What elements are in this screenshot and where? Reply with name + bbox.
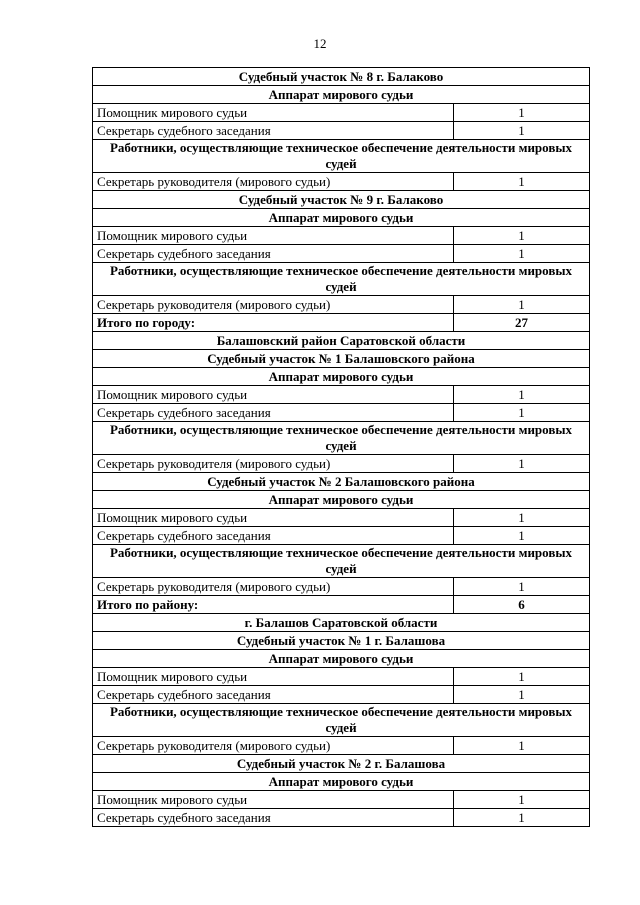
total-value: 6	[454, 596, 590, 614]
section-header-row	[93, 68, 590, 86]
section-header: Балашовский район Саратовской области	[93, 332, 590, 350]
section-header-row	[93, 473, 590, 491]
position-name: Секретарь руководителя (мирового судьи)	[93, 455, 454, 473]
section-header: Аппарат мирового судьи	[93, 209, 590, 227]
position-count: 1	[454, 668, 590, 686]
position-name: Секретарь судебного заседания	[93, 245, 454, 263]
total-row	[93, 596, 590, 614]
position-count: 1	[454, 527, 590, 545]
table-row	[93, 245, 590, 263]
position-count: 1	[454, 386, 590, 404]
position-name: Помощник мирового судьи	[93, 791, 454, 809]
position-count: 1	[454, 737, 590, 755]
section-header: Аппарат мирового судьи	[93, 491, 590, 509]
section-header: Работники, осуществляющие техническое обеспечение деятельности мировых судей	[93, 422, 590, 455]
table-row	[93, 686, 590, 704]
table-row	[93, 386, 590, 404]
table-row	[93, 737, 590, 755]
section-header: г. Балашов Саратовской области	[93, 614, 590, 632]
total-label: Итого по району:	[93, 596, 454, 614]
position-name: Секретарь руководителя (мирового судьи)	[93, 296, 454, 314]
table-row	[93, 809, 590, 827]
section-header: Аппарат мирового судьи	[93, 773, 590, 791]
section-header-row	[93, 632, 590, 650]
position-count: 1	[454, 509, 590, 527]
section-header: Аппарат мирового судьи	[93, 368, 590, 386]
position-name: Помощник мирового судьи	[93, 509, 454, 527]
section-header: Судебный участок № 2 Балашовского района	[93, 473, 590, 491]
position-count: 1	[454, 404, 590, 422]
section-header-row	[93, 755, 590, 773]
table-row	[93, 578, 590, 596]
section-header-row	[93, 263, 590, 296]
total-label: Итого по городу:	[93, 314, 454, 332]
position-name: Секретарь судебного заседания	[93, 404, 454, 422]
position-count: 1	[454, 296, 590, 314]
section-header-row	[93, 209, 590, 227]
position-name: Секретарь судебного заседания	[93, 527, 454, 545]
staff-table	[92, 67, 590, 827]
section-header: Аппарат мирового судьи	[93, 650, 590, 668]
section-header-row	[93, 422, 590, 455]
table-row	[93, 227, 590, 245]
position-name: Помощник мирового судьи	[93, 668, 454, 686]
section-header-row	[93, 704, 590, 737]
section-header: Работники, осуществляющие техническое обеспечение деятельности мировых судей	[93, 545, 590, 578]
table-row	[93, 122, 590, 140]
section-header: Судебный участок № 1 Балашовского района	[93, 350, 590, 368]
position-name: Секретарь руководителя (мирового судьи)	[93, 737, 454, 755]
section-header: Работники, осуществляющие техническое обеспечение деятельности мировых судей	[93, 704, 590, 737]
table-row	[93, 668, 590, 686]
staff-table-body	[93, 68, 590, 827]
position-count: 1	[454, 104, 590, 122]
table-row	[93, 404, 590, 422]
position-name: Секретарь судебного заседания	[93, 122, 454, 140]
section-header-row	[93, 140, 590, 173]
position-name: Секретарь судебного заседания	[93, 686, 454, 704]
section-header-row	[93, 191, 590, 209]
table-row	[93, 455, 590, 473]
section-header-row	[93, 350, 590, 368]
section-header: Судебный участок № 2 г. Балашова	[93, 755, 590, 773]
position-count: 1	[454, 122, 590, 140]
section-header: Судебный участок № 9 г. Балаково	[93, 191, 590, 209]
section-header: Работники, осуществляющие техническое обеспечение деятельности мировых судей	[93, 263, 590, 296]
total-value: 27	[454, 314, 590, 332]
position-count: 1	[454, 686, 590, 704]
section-header-row	[93, 368, 590, 386]
section-header-row	[93, 86, 590, 104]
position-count: 1	[454, 173, 590, 191]
position-name: Помощник мирового судьи	[93, 227, 454, 245]
section-header-row	[93, 650, 590, 668]
section-header-row	[93, 491, 590, 509]
position-count: 1	[454, 455, 590, 473]
position-name: Помощник мирового судьи	[93, 386, 454, 404]
position-count: 1	[454, 809, 590, 827]
table-row	[93, 104, 590, 122]
section-header-row	[93, 332, 590, 350]
position-count: 1	[454, 791, 590, 809]
section-header-row	[93, 773, 590, 791]
table-row	[93, 509, 590, 527]
section-header-row	[93, 614, 590, 632]
position-name: Секретарь руководителя (мирового судьи)	[93, 578, 454, 596]
position-count: 1	[454, 227, 590, 245]
table-row	[93, 527, 590, 545]
table-row	[93, 296, 590, 314]
page-number: 12	[313, 36, 327, 51]
position-count: 1	[454, 245, 590, 263]
total-row	[93, 314, 590, 332]
position-name: Секретарь руководителя (мирового судьи)	[93, 173, 454, 191]
section-header: Аппарат мирового судьи	[93, 86, 590, 104]
section-header: Судебный участок № 1 г. Балашова	[93, 632, 590, 650]
table-row	[93, 791, 590, 809]
section-header: Работники, осуществляющие техническое обеспечение деятельности мировых судей	[93, 140, 590, 173]
position-count: 1	[454, 578, 590, 596]
section-header-row	[93, 545, 590, 578]
section-header: Судебный участок № 8 г. Балаково	[93, 68, 590, 86]
table-row	[93, 173, 590, 191]
position-name: Секретарь судебного заседания	[93, 809, 454, 827]
position-name: Помощник мирового судьи	[93, 104, 454, 122]
